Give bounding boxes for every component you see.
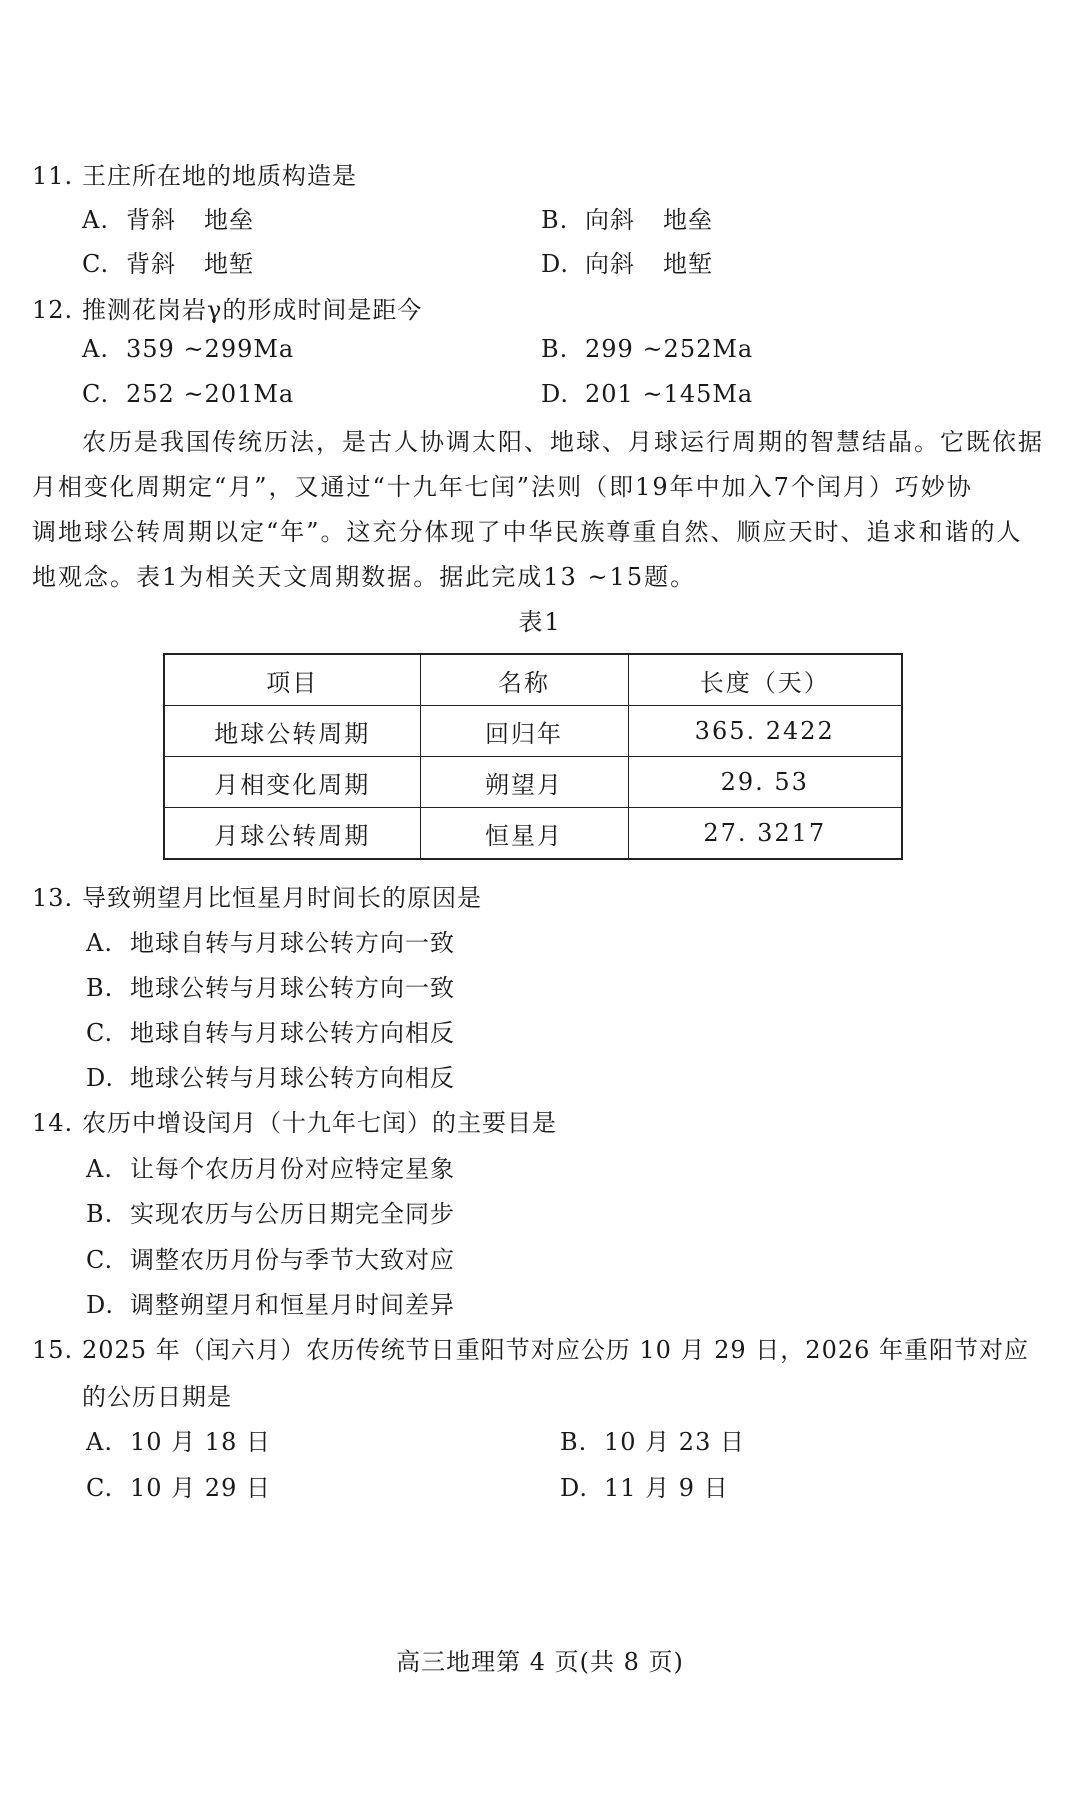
option-label: D. <box>541 250 570 278</box>
table-cell: 朔望月 <box>420 757 628 808</box>
option-label: B. <box>560 1428 588 1456</box>
question-12-option-c <box>82 380 294 408</box>
passage-line: 月相变化周期定“月”，又通过“十九年七闰”法则（即19年中加入7个闰月）巧妙协 <box>32 473 973 501</box>
question-14-option-a <box>86 1149 455 1184</box>
question-15-stem <box>32 1330 1029 1365</box>
option-text: 11 月 9 日 <box>604 1474 729 1502</box>
option-text: 10 月 29 日 <box>130 1474 271 1502</box>
option-text: 201 ~145Ma <box>585 380 754 408</box>
question-15-stem-continued <box>82 1377 232 1412</box>
option-text: 调整朔望月和恒星月时间差异 <box>130 1291 455 1319</box>
option-label: D. <box>86 1064 115 1092</box>
passage-line: 农历是我国传统历法，是古人协调太阳、地球、月球运行周期的智慧结晶。它既依据 <box>82 428 1044 456</box>
question-11-option-b <box>541 200 713 235</box>
question-15-option-c <box>86 1468 271 1503</box>
option-label: B. <box>541 206 569 234</box>
option-text: 地垒 <box>204 206 254 234</box>
question-text: 推测花岗岩γ的形成时间是距今 <box>82 296 423 324</box>
option-label: A. <box>86 1428 113 1456</box>
option-label: D. <box>541 380 570 408</box>
option-label: B. <box>86 1200 114 1228</box>
option-text: 背斜 <box>126 206 176 234</box>
question-number: 13. <box>32 884 74 912</box>
option-label: C. <box>82 250 110 278</box>
question-13-option-a <box>86 923 455 958</box>
question-14-option-b <box>86 1194 455 1229</box>
option-text: 向斜 <box>585 206 635 234</box>
table-cell: 回归年 <box>420 706 628 757</box>
question-text: 王庄所在地的地质构造是 <box>82 162 357 190</box>
option-text: 向斜 <box>585 250 635 278</box>
option-text: 地球公转与月球公转方向一致 <box>130 974 455 1002</box>
question-12-option-a <box>82 335 294 363</box>
question-12-stem <box>32 290 422 325</box>
passage-line: 调地球公转周期以定“年”。这充分体现了中华民族尊重自然、顺应天时、追求和谐的人 <box>32 518 1023 546</box>
astronomy-period-table <box>163 653 903 860</box>
question-13-option-d <box>86 1058 455 1093</box>
table-header-cell: 长度（天） <box>628 654 902 706</box>
table-header-cell: 项目 <box>164 654 420 706</box>
question-number: 11. <box>32 162 74 190</box>
question-13-stem <box>32 878 482 913</box>
passage-line: 地观念。表1为相关天文周期数据。据此完成13 ~15题。 <box>32 563 697 591</box>
question-text: 导致朔望月比恒星月时间长的原因是 <box>82 884 482 912</box>
question-number: 15. <box>32 1336 74 1364</box>
option-text: 359 ~299Ma <box>126 335 295 363</box>
question-11-option-a <box>82 200 254 235</box>
option-label: C. <box>86 1474 114 1502</box>
option-label: A. <box>86 929 113 957</box>
option-label: D. <box>560 1474 589 1502</box>
question-text: 农历中增设闰月（十九年七闰）的主要目是 <box>82 1109 557 1137</box>
question-12-option-b <box>541 335 753 363</box>
question-number: 12. <box>32 296 74 324</box>
question-14-option-d <box>86 1285 455 1320</box>
question-13-option-c <box>86 1013 455 1048</box>
question-11-option-d <box>541 244 713 279</box>
option-text: 背斜 <box>126 250 176 278</box>
question-14-stem <box>32 1103 557 1138</box>
option-text: 让每个农历月份对应特定星象 <box>130 1155 455 1183</box>
table-cell: 27. 3217 <box>628 808 902 860</box>
page-footer: 高三地理第 4 页(共 8 页) <box>396 1648 684 1676</box>
table-header-row <box>164 654 902 706</box>
option-text: 10 月 23 日 <box>604 1428 745 1456</box>
question-text: 2025 年（闰六月）农历传统节日重阳节对应公历 10 月 29 日，2026 年重阳节对应 <box>82 1336 1030 1364</box>
table-row <box>164 808 902 860</box>
table-cell: 月球公转周期 <box>164 808 420 860</box>
option-label: B. <box>86 974 114 1002</box>
option-label: B. <box>541 335 569 363</box>
question-text: 的公历日期是 <box>82 1383 232 1411</box>
table-caption: 表1 <box>518 608 562 636</box>
option-text: 地堑 <box>663 250 713 278</box>
option-text: 299 ~252Ma <box>585 335 754 363</box>
option-text: 地堑 <box>204 250 254 278</box>
option-text: 地球公转与月球公转方向相反 <box>130 1064 455 1092</box>
question-11-stem <box>32 156 357 191</box>
option-text: 10 月 18 日 <box>130 1428 271 1456</box>
table-cell: 365. 2422 <box>628 706 902 757</box>
option-label: A. <box>86 1155 113 1183</box>
question-number: 14. <box>32 1109 74 1137</box>
table-header-cell: 名称 <box>420 654 628 706</box>
option-label: A. <box>82 206 109 234</box>
reading-passage <box>32 420 1042 600</box>
question-14-option-c <box>86 1240 455 1275</box>
option-text: 252 ~201Ma <box>126 380 295 408</box>
option-text: 地球自转与月球公转方向一致 <box>130 929 455 957</box>
question-11-option-c <box>82 244 254 279</box>
option-label: C. <box>82 380 110 408</box>
question-15-option-b <box>560 1422 745 1457</box>
option-text: 地球自转与月球公转方向相反 <box>130 1019 455 1047</box>
table-row <box>164 706 902 757</box>
table-cell: 29. 53 <box>628 757 902 808</box>
table-row <box>164 757 902 808</box>
question-15-option-d <box>560 1468 729 1503</box>
option-label: C. <box>86 1246 114 1274</box>
table-cell: 地球公转周期 <box>164 706 420 757</box>
table-cell: 恒星月 <box>420 808 628 860</box>
question-15-option-a <box>86 1422 271 1457</box>
option-text: 地垒 <box>663 206 713 234</box>
table-cell: 月相变化周期 <box>164 757 420 808</box>
option-label: C. <box>86 1019 114 1047</box>
question-13-option-b <box>86 968 455 1003</box>
option-label: A. <box>82 335 109 363</box>
option-text: 实现农历与公历日期完全同步 <box>130 1200 455 1228</box>
question-12-option-d <box>541 380 753 408</box>
option-label: D. <box>86 1291 115 1319</box>
option-text: 调整农历月份与季节大致对应 <box>130 1246 455 1274</box>
